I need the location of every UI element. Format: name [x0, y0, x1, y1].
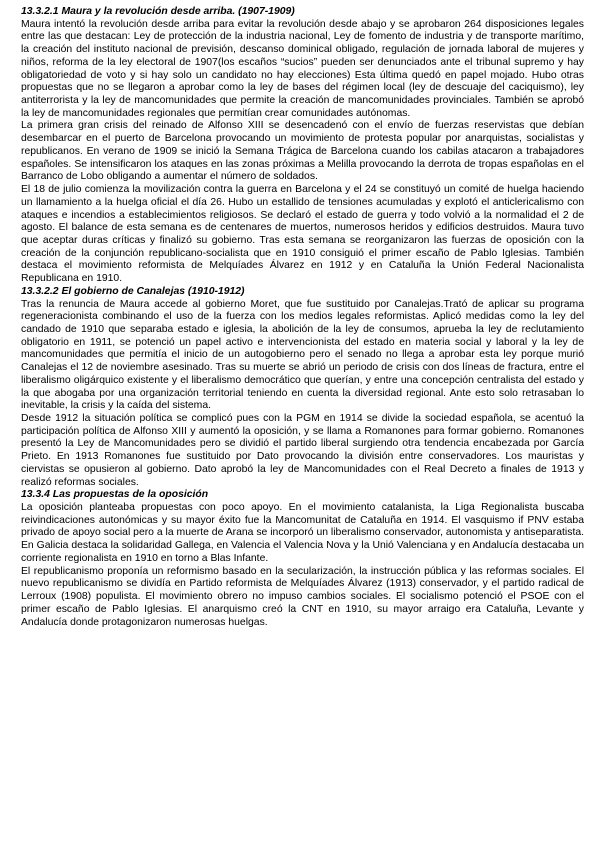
paragraph: Desde 1912 la situación política se complicó pues con la PGM en 1914 se divide la sociedad española, se acentuó la participación política de Alfonso XIII y aumentó la oposición, y se llama a Romanones para formar gobierno. Romanones presentó la Ley de Mancomunidades pero se dividió el partido liberal surgiendo otra tendencia encabezada por García Prieto. En 1913 Romanones fue sustituido por Dato provocando la división entre conservadores. Los mauristas y ciervistas se opusieron al gobierno. Dato aprobó la ley de Mancomunidades con el Real Decreto a finales de 1913 y realizó reformas sociales.	[21, 413, 584, 488]
document-page	[21, 6, 584, 629]
section-heading: 13.3.2.1 Maura y la revolución desde arriba. (1907-1909)	[21, 6, 295, 17]
section-oposicion	[21, 489, 584, 629]
section-heading: 13.3.2.2 El gobierno de Canalejas (1910-1912)	[21, 285, 245, 297]
section-canalejas	[21, 286, 584, 490]
paragraph: La primera gran crisis del reinado de Alfonso XIII se desencadenó con el envío de fuerzas reservistas que debían desembarcar en el puerto de Barcelona provocando un movimiento de protesta popular por anarquistas, socialistas y republicanos. En verano de 1909 se inició la Semana Trágica de Barcelona cuando los cabilas atacaron a trabajadores españoles. Se intensificaron los ataques en las zonas próximas a Melilla provocando la derrota de tropas españolas en el Barranco de Lobo obligando a aumentar el número de soldados.	[21, 120, 584, 183]
paragraph: El republicanismo proponía un reformismo basado en la secularización, la instrucción pública y las reformas sociales. El nuevo republicanismo se dividía en Partido reformista de Melquíades Álvarez (1913) conservador, y el partido radical de Lerroux (1908) populista. El movimiento obrero no impuso cambios sociales. El socialismo potenció el PSOE con el primer escaño de Pablo Iglesias. El anarquismo creó la CNT en 1910, su mayor arraigo era Cataluña, Levante y Andalucía donde protagonizaron numerosas huelgas.	[21, 565, 584, 628]
paragraph: Tras la renuncia de Maura accede al gobierno Moret, que fue sustituido por Canalejas.Trató de aplicar su programa regeneracionista combinando el uso de la fuerza con los medios legales reformistas. Aplicó medidas como la ley del candado de 1910 que separaba estado e iglesia, la abolición de la ley de consumos, aprueba la ley de reclutamiento obligatorio en 1911, se potenció un papel activo e intervencionista del estado en materia social y laboral y la ley de mancomunidades que permitía el inicio de un autogobierno pero el senado no llega a aprobar esta ley porque murió Canalejas el 12 de noviembre asesinado. Tras su muerte se abrió un periodo de crisis con dos líneas de fractura, entre el liberalismo oligárquico existente y el liberalismo democrático que querían, y entre una concepción centralista del estado y la que abogaba por una organización territorial teniendo en cuenta la diversidad regional. Ante esto solo retrasaban lo inevitable, la crisis y la caída del sistema.	[21, 298, 584, 412]
paragraph: Maura intentó la revolución desde arriba para evitar la revolución desde abajo y se aprobaron 264 disposiciones legales entre las que destacan: Ley de protección de la industria nacional, Ley de fomento de industria y de transporte marítimo, la creación del instituto nacional de previsión, descanso dominical obligado, regulación de jornada laboral de mujeres y niños, reforma de la ley electoral de 1907(los escaños “sucios” pueden ser denunciados ante el tribunal supremo y hay obligatoriedad de voto y si hay solo un candidato no hay elecciones) Esta última quedó en papel mojado. Hubo otras propuestas que no se llegaron a aprobar como la ley de bases del régimen local (ley de descuaje del caciquismo), ley antiterrorista y la ley de mancomunidades que permite la creación de mancomunidades provinciales. También se aprobó la ley de mancomunidades regionales que permitían crear comunidades autónomas.	[21, 18, 584, 119]
section-heading: 13.3.4 Las propuestas de la oposición	[21, 489, 209, 501]
paragraph: La oposición planteaba propuestas con poco apoyo. En el movimiento catalanista, la Liga Regionalista buscaba reivindicaciones autonómicas y su mayor éxito fue la Mancomunitat de Cataluña en 1914. El vasquismo if PNV estaba privado de apoyo social pero a la muerte de Arana se incorporó un liberalismo conservador, autonomista y antiseparatista. En Galicia destaca la solidaridad Gallega, en Valencia el Valencia Nova y la Unió Valenciana y en Andalucía destacaba un corriente regionalista en 1910 en torno a Blas Infante.	[21, 502, 584, 564]
paragraph: El 18 de julio comienza la movilización contra la guerra en Barcelona y el 24 se constituyó un comité de huelga haciendo un llamamiento a la huelga oficial el día 26. Hubo un estallido de tensiones acumuladas y explotó el anticlericalismo con ataques e incendios a establecimientos religiosos. Se declaró el estado de guerra y todo volvió a la normalidad el 2 de agosto. El balance de esta semana es de centenares de muertos, numerosos heridos y edificios destruidos. Maura tuvo que aceptar duras críticas y finalizó su gobierno. Tras esta semana se reorganizaron las fuerzas de oposición con la creación de la conjunción republicano-socialista que en 1910 consiguió el primer escaño de Pablo Iglesias. También destaca el movimiento reformista de Melquíades Álvarez en 1912 y en Cataluña la Unión Federal Nacionalista Republicana en 1910.	[21, 184, 584, 285]
section-maura	[21, 6, 584, 286]
